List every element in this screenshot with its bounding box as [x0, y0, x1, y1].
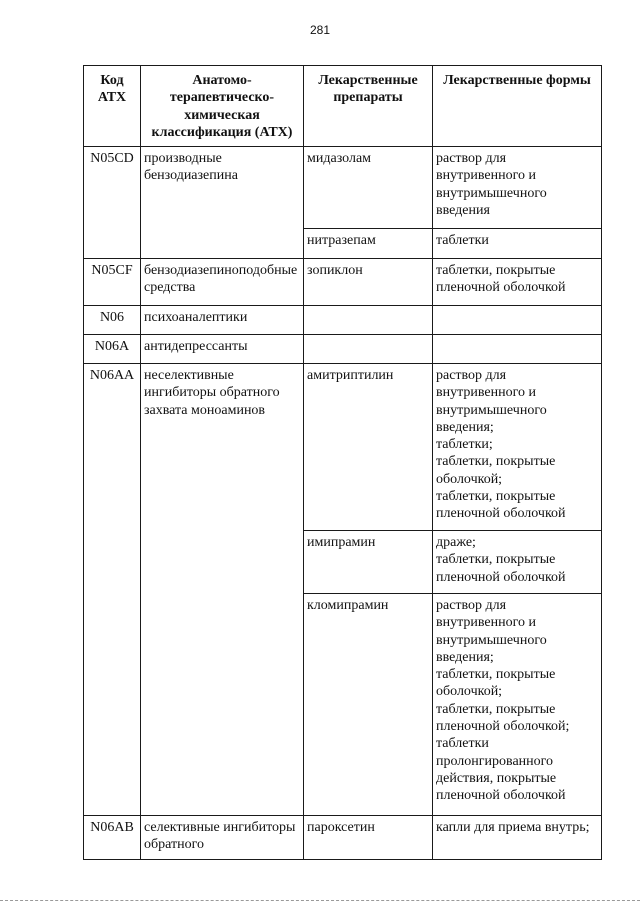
form-line: раствор для внутривенного и внутримышечного введения; — [436, 598, 547, 665]
forms-cell — [433, 259, 602, 306]
form-line: таблетки, покрытые пленочной оболочкой — [436, 489, 566, 522]
forms-cell — [433, 594, 602, 816]
classification-cell: бензодиазепиноподобные средства — [141, 259, 304, 306]
atx-code-cell: N05CF — [84, 259, 141, 306]
form-line: таблетки пролонгированного действия, покрытые пленочной оболочкой — [436, 736, 566, 804]
form-line: таблетки, покрытые пленочной оболочкой; — [436, 701, 570, 735]
table-row — [84, 147, 602, 229]
forms-cell — [433, 816, 602, 860]
atx-code-cell: N06AA — [84, 364, 141, 816]
classification-cell: производные бензодиазепина — [141, 147, 304, 259]
drug-cell — [304, 306, 433, 335]
table-row — [84, 364, 602, 531]
atx-code-cell: N06A — [84, 335, 141, 364]
table-row — [84, 259, 602, 306]
drug-cell: зопиклон — [304, 259, 433, 306]
forms-cell — [433, 306, 602, 335]
page-bottom-edge — [0, 900, 640, 901]
table-row — [84, 306, 602, 335]
table-row — [84, 816, 602, 860]
forms-cell — [433, 531, 602, 594]
atx-code-cell: N05CD — [84, 147, 141, 259]
form-line: таблетки, покрытые пленочной оболочкой — [436, 552, 566, 585]
classification-cell: психоаналептики — [141, 306, 304, 335]
header-classification: Анатомо-терапевтическо-химическая классификация (АТХ) — [141, 66, 304, 147]
form-line: таблетки; — [436, 437, 493, 453]
form-line: раствор для внутривенного и внутримышечного введения; — [436, 368, 547, 435]
drug-cell: пароксетин — [304, 816, 433, 860]
classification-cell: неселективные ингибиторы обратного захвата моноаминов — [141, 364, 304, 816]
drug-cell: нитразепам — [304, 229, 433, 259]
form-line: таблетки, покрытые пленочной оболочкой — [436, 263, 566, 296]
table-header-row — [84, 66, 602, 147]
page-number: 281 — [309, 23, 331, 37]
classification-cell: антидепрессанты — [141, 335, 304, 364]
form-line: раствор для внутривенного и внутримышечного введения — [436, 151, 547, 218]
form-line: таблетки, покрытые оболочкой; — [436, 454, 556, 487]
forms-cell — [433, 364, 602, 531]
drug-cell: мидазолам — [304, 147, 433, 229]
form-line: таблетки, покрытые оболочкой; — [436, 667, 556, 700]
table-row — [84, 335, 602, 364]
atx-code-cell: N06 — [84, 306, 141, 335]
header-forms: Лекарственные формы — [433, 66, 602, 147]
header-drugs: Лекарственные препараты — [304, 66, 433, 147]
form-line: капли для приема внутрь; — [436, 820, 590, 835]
drug-cell: кломипрамин — [304, 594, 433, 816]
drug-cell: имипрамин — [304, 531, 433, 594]
atx-code-cell: N06AB — [84, 816, 141, 860]
header-code: Код АТХ — [84, 66, 141, 147]
forms-cell — [433, 335, 602, 364]
classification-cell: селективные ингибиторы обратного — [141, 816, 304, 860]
drug-cell — [304, 335, 433, 364]
form-line: драже; — [436, 535, 476, 550]
drug-cell: амитриптилин — [304, 364, 433, 531]
atx-drug-table — [83, 65, 602, 860]
forms-cell — [433, 147, 602, 229]
forms-cell — [433, 229, 602, 259]
form-line: таблетки — [436, 233, 489, 248]
